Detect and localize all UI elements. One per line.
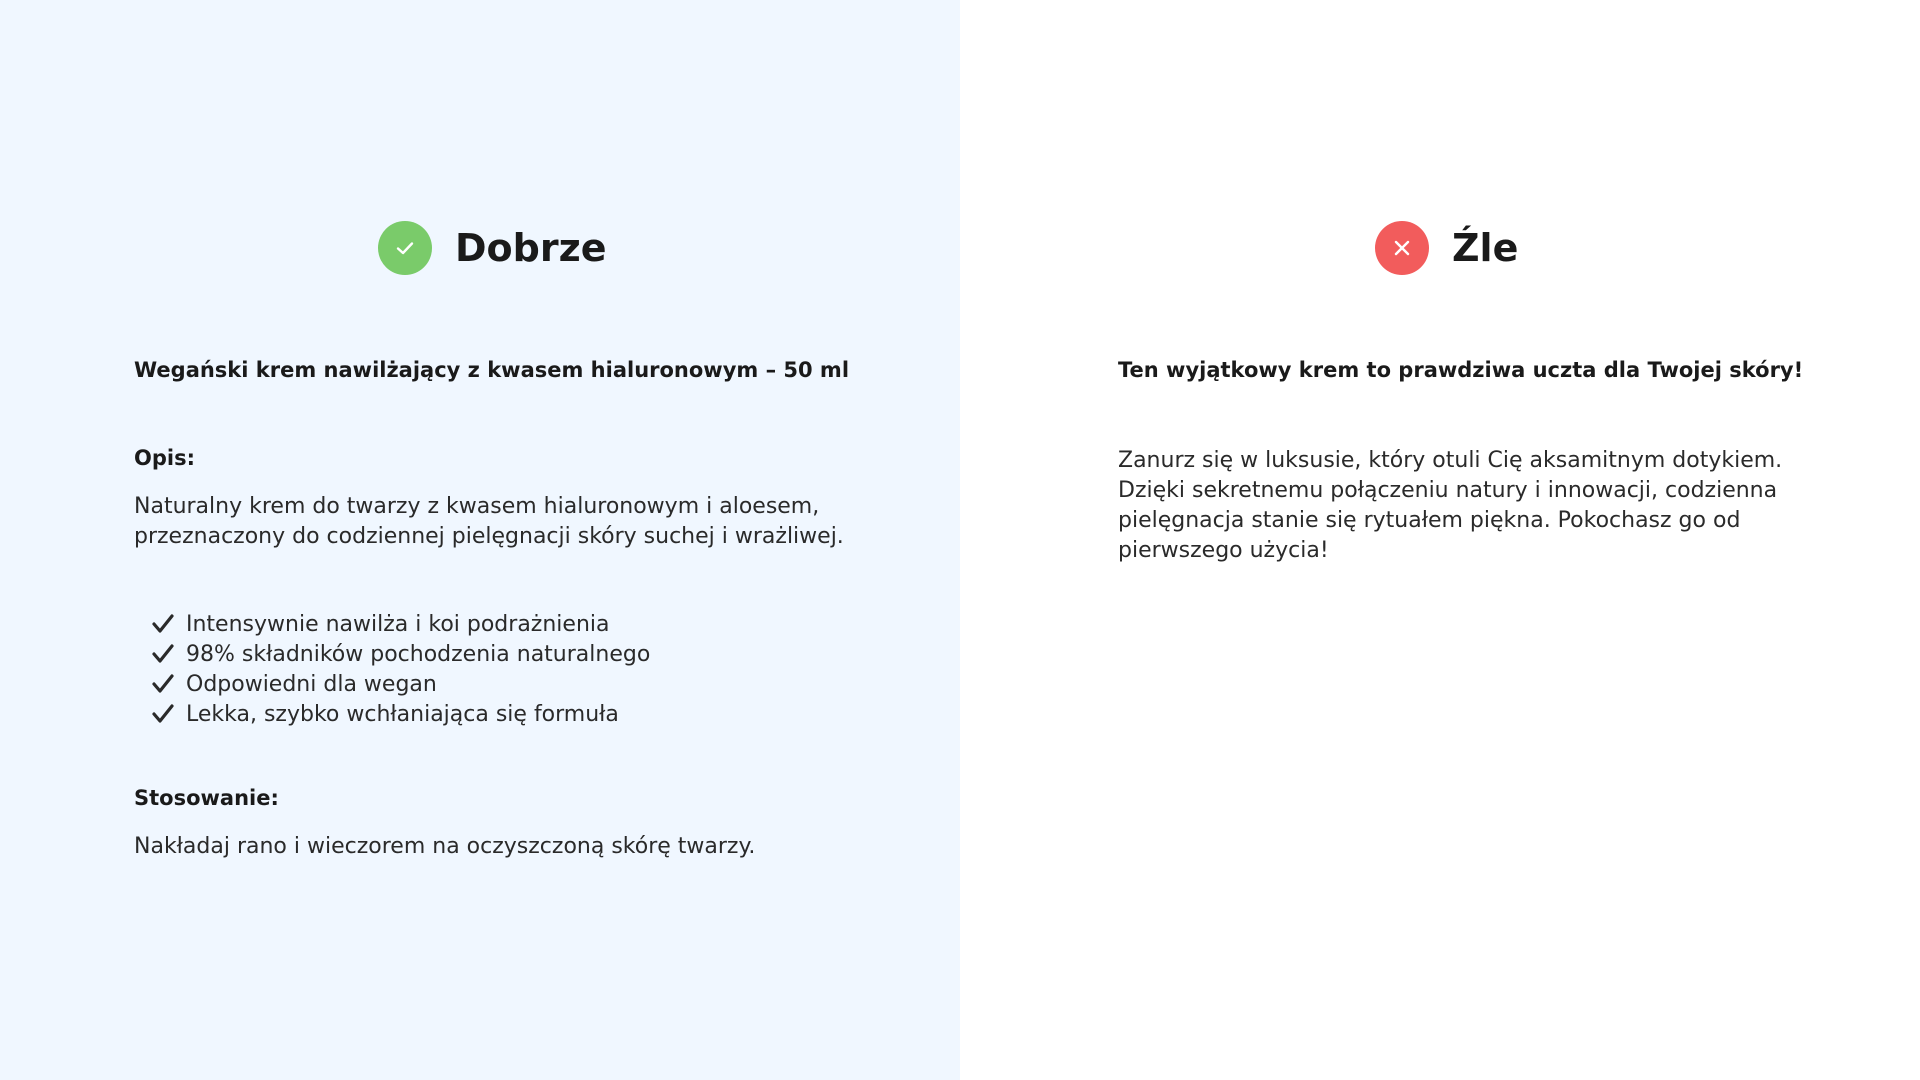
good-heading bbox=[378, 221, 606, 275]
bad-heading bbox=[1375, 221, 1518, 275]
bad-description-line: Zanurz się w luksusie, który otuli Cię aksamitnym dotykiem. bbox=[1118, 448, 1783, 473]
checkmark-icon bbox=[378, 221, 432, 275]
bad-description bbox=[1118, 446, 1782, 566]
good-description-line: Naturalny krem do twarzy z kwasem hialuronowym i aloesem, bbox=[134, 494, 820, 519]
feature-list-item bbox=[152, 669, 650, 699]
feature-text: 98% składników pochodzenia naturalnego bbox=[186, 641, 651, 667]
bad-description-line: pierwszego użycia! bbox=[1118, 538, 1329, 563]
description-label: Opis: bbox=[134, 446, 195, 470]
feature-list-item bbox=[152, 609, 650, 639]
feature-list-item bbox=[152, 639, 650, 669]
bad-example-panel bbox=[960, 0, 1920, 1080]
good-product-title: Wegański krem nawilżający z kwasem hialuronowym – 50 ml bbox=[134, 358, 850, 382]
feature-text: Intensywnie nawilża i koi podrażnienia bbox=[186, 611, 610, 637]
check-mark-icon bbox=[152, 614, 174, 634]
good-description-line: przeznaczony do codziennej pielęgnacji skóry suchej i wrażliwej. bbox=[134, 524, 844, 549]
feature-text: Odpowiedni dla wegan bbox=[186, 671, 437, 697]
feature-list bbox=[152, 609, 650, 729]
feature-list-item bbox=[152, 699, 650, 729]
good-description bbox=[134, 492, 844, 552]
usage-text: Nakładaj rano i wieczorem na oczyszczoną skórę twarzy. bbox=[134, 834, 756, 859]
usage-label: Stosowanie: bbox=[134, 786, 279, 810]
bad-product-title: Ten wyjątkowy krem to prawdziwa uczta dla Twojej skóry! bbox=[1118, 358, 1804, 382]
bad-description-line: pielęgnacja stanie się rytuałem piękna. Pokochasz go od bbox=[1118, 508, 1741, 533]
good-heading-title: Dobrze bbox=[455, 226, 607, 270]
check-mark-icon bbox=[152, 704, 174, 724]
check-mark-icon bbox=[152, 644, 174, 664]
bad-description-line: Dzięki sekretnemu połączeniu natury i innowacji, codzienna bbox=[1118, 478, 1778, 503]
feature-text: Lekka, szybko wchłaniająca się formuła bbox=[186, 701, 619, 727]
close-icon bbox=[1375, 221, 1429, 275]
check-mark-icon bbox=[152, 674, 174, 694]
bad-heading-title: Źle bbox=[1452, 226, 1519, 270]
